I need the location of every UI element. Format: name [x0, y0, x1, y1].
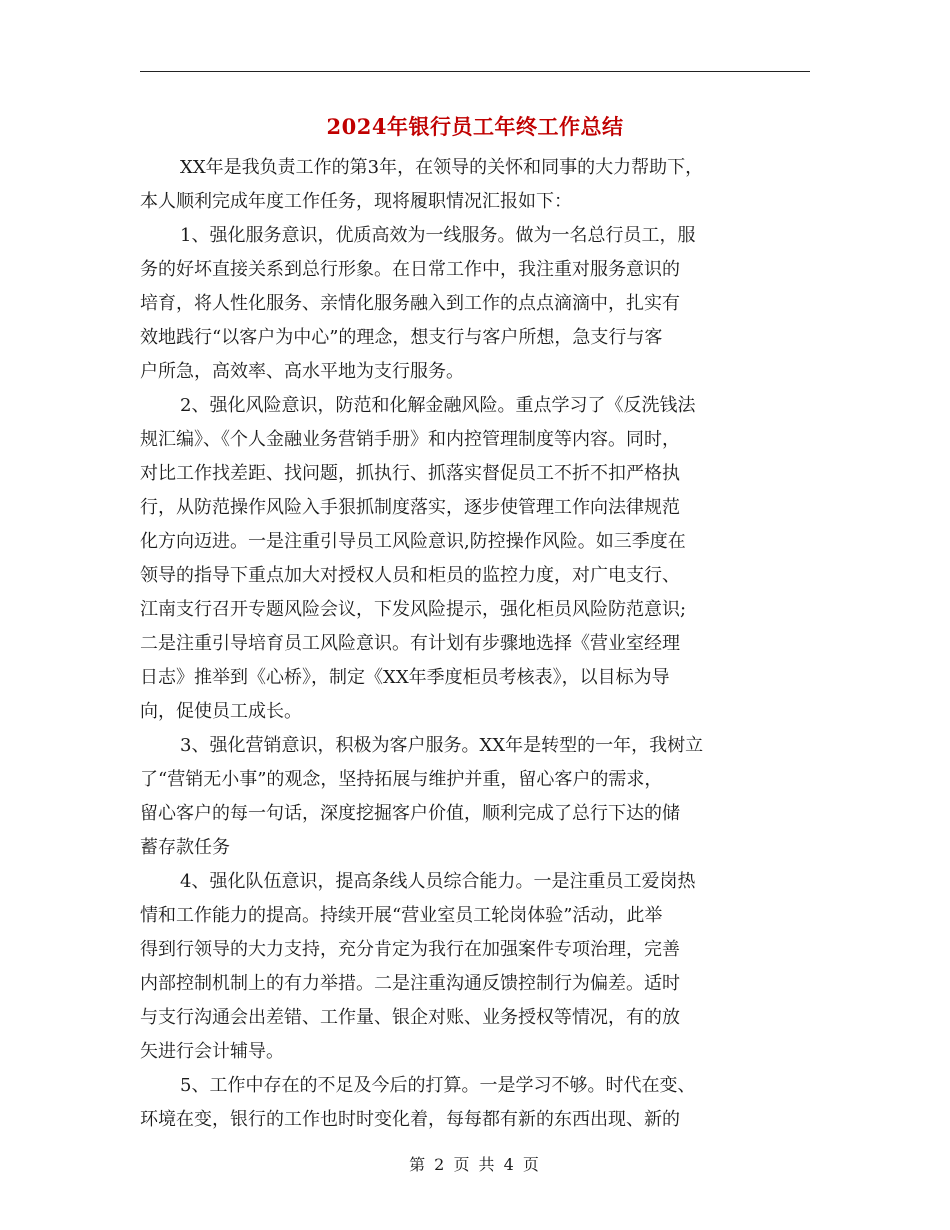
- text-line: 务的好坏直接关系到总行形象。在日常工作中，我注重对服务意识的: [140, 259, 680, 280]
- paragraph-team: [140, 865, 810, 1069]
- text-line: 与支行沟通会出差错、工作量、银企对账、业务授权等情况，有的放: [140, 1007, 680, 1028]
- text-line: 日志》推举到《心桥》，制定《XX年季度柜员考核表》，以目标为导: [140, 667, 670, 688]
- paragraph-shortcomings: [140, 1069, 810, 1137]
- text-line: 4、强化队伍意识，提高条线人员综合能力。一是注重员工爱岗热: [180, 871, 696, 892]
- text-line: 内部控制机制上的有力举措。二是注重沟通反馈控制行为偏差。适时: [140, 973, 680, 994]
- paragraph-intro: [140, 151, 810, 219]
- paragraph-risk: [140, 389, 810, 729]
- text-line: 行，从防范操作风险入手狠抓制度落实，逐步使管理工作向法律规范: [140, 497, 680, 518]
- text-line: 对比工作找差距、找问题，抓执行、抓落实督促员工不折不扣严格执: [140, 463, 680, 484]
- text-line: 了“营销无小事”的观念，坚持拓展与维护并重，留心客户的需求，: [140, 769, 663, 790]
- text-line: 户所急，高效率、高水平地为支行服务。: [140, 361, 464, 382]
- text-line: 1、强化服务意识，优质高效为一线服务。做为一名总行员工，服: [180, 225, 696, 246]
- text-line: 向，促使员工成长。: [140, 701, 302, 722]
- text-line: 留心客户的每一句话，深度挖掘客户价值，顺利完成了总行下达的储: [140, 803, 680, 824]
- text-line: 3、强化营销意识，积极为客户服务。XX年是转型的一年，我树立: [180, 735, 704, 756]
- text-line: 领导的指导下重点加大对授权人员和柜员的监控力度，对广电支行、: [140, 565, 680, 586]
- document-title: 2024年银行员工年终工作总结: [326, 114, 624, 139]
- text-line: 蓄存款任务: [140, 837, 230, 858]
- document-body: [140, 151, 810, 1137]
- header-rule: [140, 71, 810, 72]
- paragraph-marketing: [140, 729, 810, 865]
- text-line: 江南支行召开专题风险会议，下发风险提示，强化柜员风险防范意识;: [140, 599, 687, 620]
- text-line: 本人顺利完成年度工作任务，现将履职情况汇报如下：: [140, 191, 572, 212]
- text-line: 规汇编》、《个人金融业务营销手册》和内控管理制度等内容。同时，: [140, 429, 680, 450]
- page-number: 第 2 页 共 4 页: [409, 1155, 541, 1174]
- text-line: 化方向迈进。一是注重引导员工风险意识,防控操作风险。如三季度在: [140, 531, 686, 552]
- text-line: XX年是我负责工作的第3年，在领导的关怀和同事的大力帮助下，: [180, 157, 704, 178]
- text-line: 矢进行会计辅导。: [140, 1041, 284, 1062]
- paragraph-service: [140, 219, 810, 389]
- text-line: 5、工作中存在的不足及今后的打算。一是学习不够。时代在变、: [180, 1075, 696, 1096]
- text-line: 效地践行“以客户为中心”的理念，想支行与客户所想，急支行与客: [140, 327, 663, 348]
- text-line: 环境在变，银行的工作也时时变化着，每每都有新的东西出现、新的: [140, 1109, 680, 1130]
- text-line: 2、强化风险意识，防范和化解金融风险。重点学习了《反洗钱法: [180, 395, 696, 416]
- text-line: 得到行领导的大力支持，充分肯定为我行在加强案件专项治理，完善: [140, 939, 680, 960]
- text-line: 二是注重引导培育员工风险意识。有计划有步骤地选择《营业室经理: [140, 633, 680, 654]
- text-line: 培育，将人性化服务、亲情化服务融入到工作的点点滴滴中，扎实有: [140, 293, 680, 314]
- text-line: 情和工作能力的提高。持续开展“营业室员工轮岗体验”活动，此举: [140, 905, 663, 926]
